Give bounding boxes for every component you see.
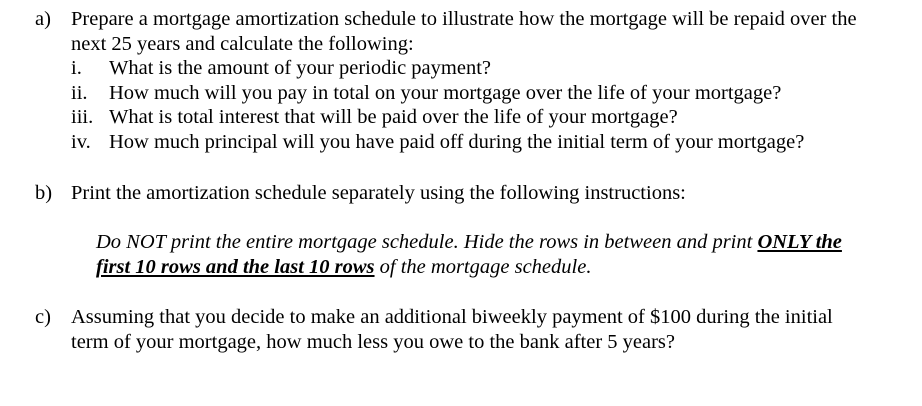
item-text: How much principal will you have paid off during the initial term of your mortgage? [109,131,805,153]
item-numeral: iii. [71,106,94,128]
part-b-marker: b) [35,182,53,204]
item-numeral: i. [71,57,82,79]
instruction-line-1-emphasis: ONLY the [757,231,842,253]
part-c-marker: c) [35,306,51,328]
part-a-line-2: next 25 years and calculate the following: [71,33,414,55]
instruction-line-2-plain: of the mortgage schedule. [374,256,592,278]
item-numeral: iv. [71,131,91,153]
instruction-line-2-emphasis: first 10 rows and the last 10 rows [96,256,375,278]
part-a-line-1: Prepare a mortgage amortization schedule to illustrate how the mortgage will be repaid over the [71,8,857,30]
instruction-line-2 [96,255,591,280]
part-a-marker: a) [35,8,51,30]
part-b-text: Print the amortization schedule separately using the following instructions: [71,182,686,204]
part-c-line-1: Assuming that you decide to make an additional biweekly payment of $100 during the initial [71,306,833,328]
item-text: What is total interest that will be paid over the life of your mortgage? [109,106,678,128]
item-text: How much will you pay in total on your mortgage over the life of your mortgage? [109,82,782,104]
part-c-line-2: term of your mortgage, how much less you owe to the bank after 5 years? [71,331,675,353]
item-numeral: ii. [71,82,88,104]
item-text: What is the amount of your periodic payment? [109,57,491,79]
instruction-line-1-plain: Do NOT print the entire mortgage schedule. Hide the rows in between and print [96,231,758,253]
instruction-line-1 [96,230,842,255]
